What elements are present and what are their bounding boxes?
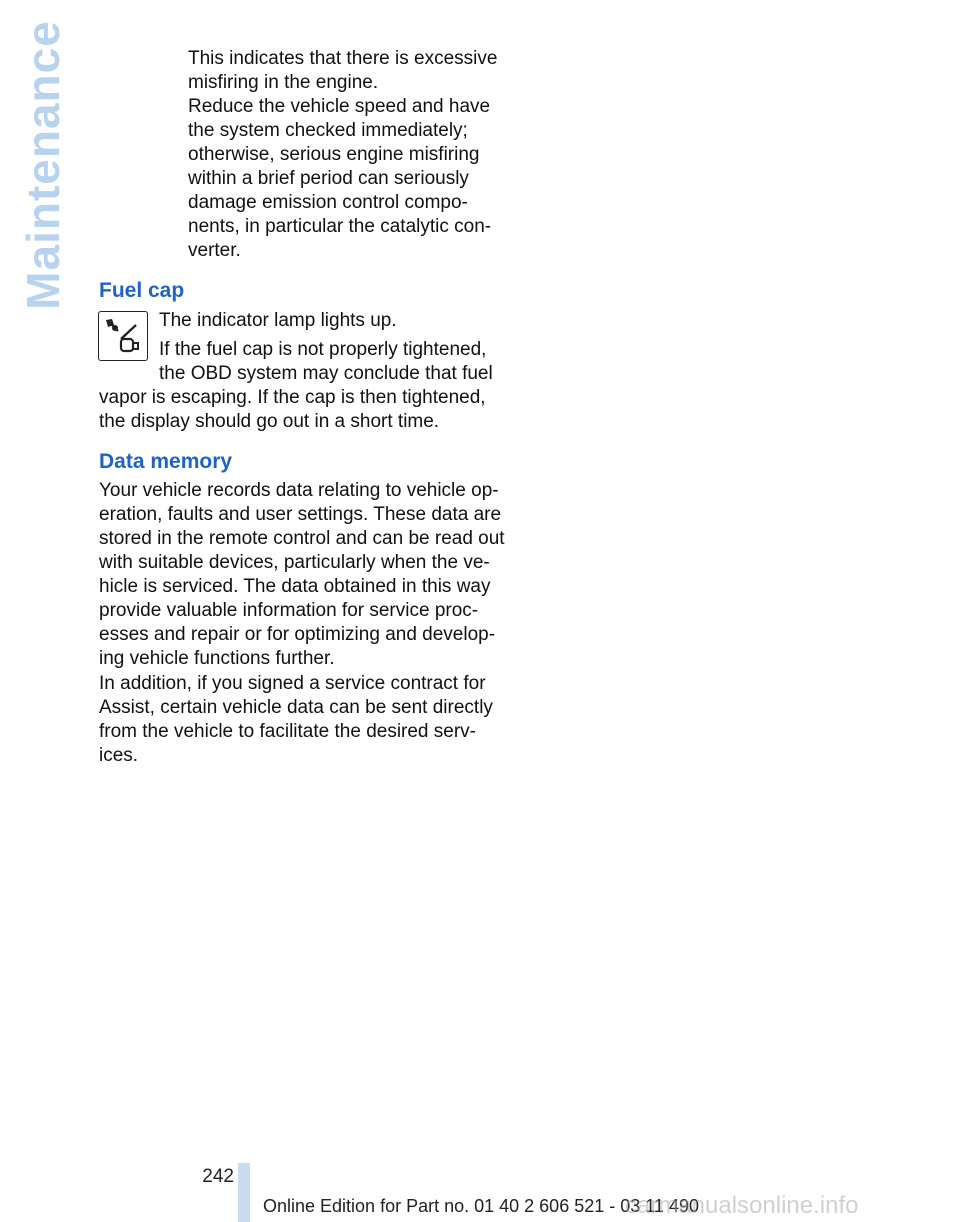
lamp-text: The indicator lamp lights up. [159,310,397,331]
section-tab-label: Maintenance [17,20,69,310]
fuel-cap-body-top [159,338,493,386]
advice-line: nents, in particular the catalytic con- [188,216,492,237]
misfire-paragraph [188,47,497,95]
fuel-cap-warning-icon [98,311,148,361]
advice-line: the system checked immediately; [188,120,468,141]
misfire-line: This indicates that there is excessive [188,48,498,69]
data-memory-line: stored in the remote control and can be read out [99,528,505,549]
fuel-cap-body-bottom [99,386,486,434]
advice-line: damage emission control compo- [188,192,468,213]
misfire-advice-paragraph [188,95,491,263]
data-memory-line: In addition, if you signed a service contract for [99,673,486,694]
fuel-cap-line: the OBD system may conclude that fuel [159,363,493,384]
advice-line: otherwise, serious engine misfiring [188,144,480,165]
fuel-cap-line: If the fuel cap is not properly tightened, [159,339,487,360]
advice-line: within a brief period can seriously [188,168,469,189]
watermark: carmanualsonline.info [625,1192,859,1219]
data-memory-line: Assist, certain vehicle data can be sent directly [99,697,493,718]
data-memory-paragraph-2 [99,672,493,768]
footer-accent-bar [238,1163,250,1222]
data-memory-line: ing vehicle functions further. [99,648,335,669]
data-memory-line: hicle is serviced. The data obtained in this way [99,576,491,597]
data-memory-line: provide valuable information for service proc- [99,600,479,621]
data-memory-line: ices. [99,745,139,766]
data-memory-heading: Data memory [99,450,233,473]
data-memory-line: with suitable devices, particularly when the ve- [99,552,490,573]
fuel-cap-heading: Fuel cap [99,279,185,302]
advice-line: verter. [188,240,241,261]
fuel-cap-line: the display should go out in a short time. [99,411,440,432]
edition-text: Online Edition for Part no. 01 40 2 606 521 - 03 11 490 [263,1196,699,1216]
data-memory-line: eration, faults and user settings. These data are [99,504,502,525]
advice-line: Reduce the vehicle speed and have [188,96,491,117]
data-memory-line: esses and repair or for optimizing and develop- [99,624,496,645]
section-tab [17,20,69,310]
data-memory-paragraph-1 [99,479,505,671]
data-memory-line: from the vehicle to facilitate the desired serv- [99,721,477,742]
fuel-cap-line: vapor is escaping. If the cap is then tightened, [99,387,486,408]
misfire-line: misfiring in the engine. [188,72,379,93]
data-memory-line: Your vehicle records data relating to vehicle op- [99,480,499,501]
page-number: 242 [202,1166,234,1187]
